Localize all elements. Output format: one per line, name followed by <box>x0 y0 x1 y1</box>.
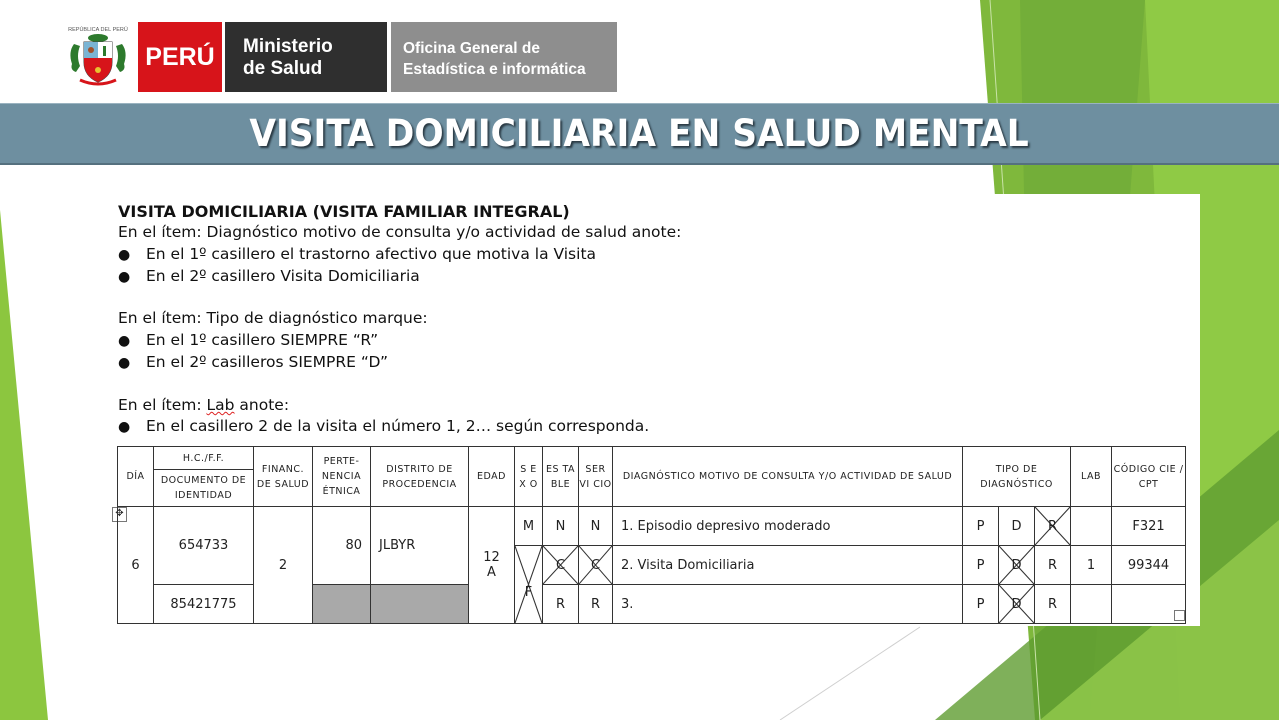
office-line2: Estadística e informática <box>403 61 586 78</box>
cell-lab-1[interactable] <box>1071 507 1112 546</box>
cell-p-2[interactable]: P <box>963 546 999 585</box>
left-green-triangle <box>0 210 48 720</box>
instructions-heading: VISITA DOMICILIARIA (VISITA FAMILIAR INTEGRAL) <box>118 202 570 221</box>
header-sexo: S E X O <box>515 447 543 507</box>
office-line1: Oficina General de <box>403 40 540 57</box>
cell-codigo-1[interactable]: F321 <box>1112 507 1186 546</box>
header-pertenencia: PERTE- NENCIA ÉTNICA <box>313 447 371 507</box>
peru-coat-of-arms-icon <box>66 22 130 92</box>
header-diagnostico: DIAGNÓSTICO MOTIVO DE CONSULTA Y/O ACTIVIDAD DE SALUD <box>613 447 963 507</box>
cell-documento[interactable]: 85421775 <box>154 585 254 624</box>
section2-bullet-1: ● En el 1º casillero SIEMPRE “R” <box>118 331 379 349</box>
header-distrito: DISTRITO DE PROCEDENCIA <box>371 447 469 507</box>
his-register-table <box>117 446 1186 624</box>
section1-bullet-1: ● En el 1º casillero el trastorno afectivo que motiva la Visita <box>118 245 597 263</box>
cell-codigo-2[interactable]: 99344 <box>1112 546 1186 585</box>
section1-intro: En el ítem: Diagnóstico motivo de consulta y/o actividad de salud anote: <box>118 223 682 241</box>
cell-financ[interactable]: 2 <box>254 507 313 624</box>
cell-distrito-shaded <box>371 585 469 624</box>
cell-hc[interactable]: 654733 <box>154 507 254 585</box>
office-logo <box>391 22 617 92</box>
cell-d-1[interactable]: D <box>999 507 1035 546</box>
cell-p-3[interactable]: P <box>963 585 999 624</box>
cell-diag-1[interactable]: 1. Episodio depresivo moderado <box>613 507 963 546</box>
header-dia: DÍA <box>118 447 154 507</box>
thin-line-gray <box>780 627 920 720</box>
document-panel <box>99 194 1200 626</box>
cell-serv-1[interactable]: N <box>579 507 613 546</box>
header-establecimiento: ES TA BLE <box>543 447 579 507</box>
ministry-line2: de Salud <box>243 58 323 79</box>
header-logos <box>66 22 617 92</box>
cell-dia[interactable]: 6 <box>118 507 154 624</box>
header-documento: DOCUMENTO DE IDENTIDAD <box>154 470 254 507</box>
cell-edad-unit: A <box>487 565 496 580</box>
cell-distrito[interactable]: JLBYR <box>371 507 469 585</box>
cell-serv-2-crossed[interactable]: C <box>579 546 613 585</box>
cell-r-1-crossed[interactable]: R <box>1035 507 1071 546</box>
table-header-row <box>118 447 1186 470</box>
svg-text:REPÚBLICA DEL PERÚ: REPÚBLICA DEL PERÚ <box>68 27 128 33</box>
section1-bullet-2: ● En el 2º casillero Visita Domiciliaria <box>118 267 420 285</box>
section3-intro: En el ítem: Lab anote: <box>118 396 290 414</box>
section2-intro: En el ítem: Tipo de diagnóstico marque: <box>118 309 428 327</box>
title-bar <box>0 103 1279 165</box>
peru-logo: PERÚ <box>138 22 222 92</box>
header-financ: FINANC. DE SALUD <box>254 447 313 507</box>
cell-diag-2[interactable]: 2. Visita Domiciliaria <box>613 546 963 585</box>
header-edad: EDAD <box>469 447 515 507</box>
header-lab: LAB <box>1071 447 1112 507</box>
header-hcff: H.C./F.F. <box>154 447 254 470</box>
cell-estab-2-crossed[interactable]: C <box>543 546 579 585</box>
table-row <box>118 507 1186 546</box>
cell-sexo-f-crossed[interactable]: F <box>515 546 543 624</box>
cell-p-1[interactable]: P <box>963 507 999 546</box>
cell-estab-1[interactable]: N <box>543 507 579 546</box>
section2-bullet-2: ● En el 2º casilleros SIEMPRE “D” <box>118 353 388 371</box>
header-tipo: TIPO DE DIAGNÓSTICO <box>963 447 1071 507</box>
table-resize-handle[interactable] <box>1174 610 1185 621</box>
slide-title: VISITA DOMICILIARIA EN SALUD MENTAL <box>249 112 1030 155</box>
ministry-logo <box>225 22 387 92</box>
cell-pertenencia[interactable]: 80 <box>313 507 371 585</box>
cell-pertenencia-shaded <box>313 585 371 624</box>
cell-edad[interactable] <box>469 507 515 624</box>
cell-r-3[interactable]: R <box>1035 585 1071 624</box>
header-codigo: CÓDIGO CIE / CPT <box>1112 447 1186 507</box>
cell-r-2[interactable]: R <box>1035 546 1071 585</box>
cell-d-2-crossed[interactable]: D <box>999 546 1035 585</box>
cell-lab-3[interactable] <box>1071 585 1112 624</box>
cell-serv-3[interactable]: R <box>579 585 613 624</box>
cell-estab-3[interactable]: R <box>543 585 579 624</box>
ministry-line1: Ministerio <box>243 36 333 57</box>
cell-diag-3[interactable]: 3. <box>613 585 963 624</box>
header-servicio: SER VI CIO <box>579 447 613 507</box>
section3-bullet-1: ● En el casillero 2 de la visita el número 1, 2… según corresponda. <box>118 417 650 435</box>
cell-edad-num: 12 <box>483 550 500 565</box>
table-move-handle-icon[interactable]: ✥ <box>112 507 127 522</box>
cell-sexo-m[interactable]: M <box>515 507 543 546</box>
cell-lab-2[interactable]: 1 <box>1071 546 1112 585</box>
cell-d-3-crossed[interactable]: D <box>999 585 1035 624</box>
